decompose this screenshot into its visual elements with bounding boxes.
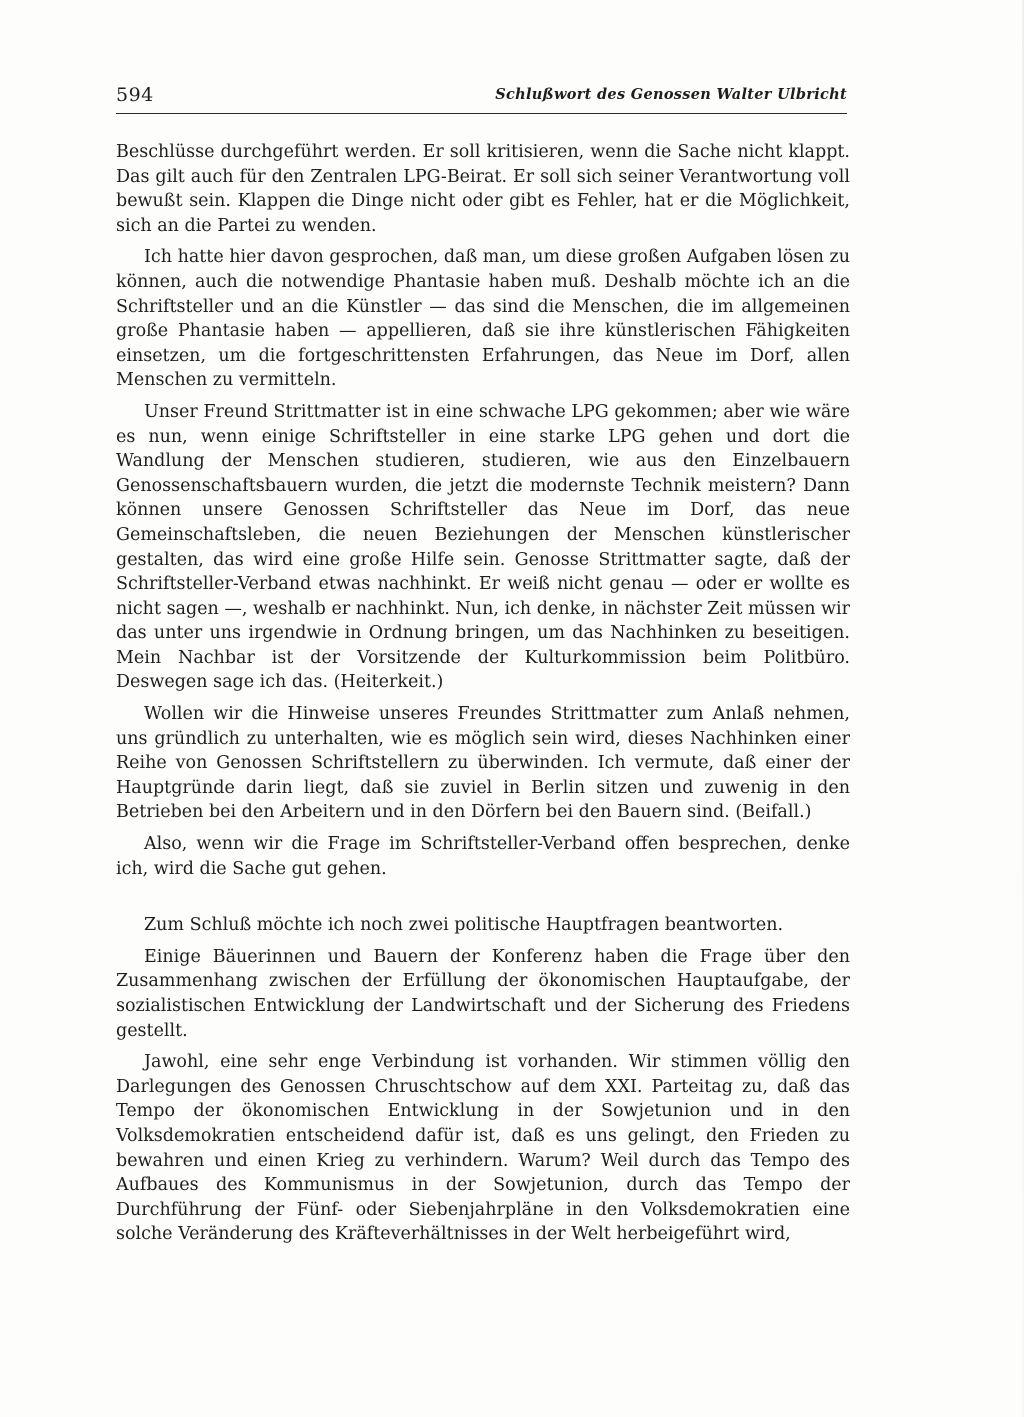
- paragraph: Unser Freund Strittmatter ist in eine schwache LPG gekommen; aber wie wäre es nun, wenn einige Schriftsteller in eine starke LPG gehen und dort die Wandlung der Menschen studieren, studieren, wie aus den Einzelbauern Genossenschaftsbauern wurden, die jetzt die modernste Technik meistern? Dann können unsere Genossen Schriftsteller das Neue im Dorf, das neue Gemeinschaftsleben, die neuen Beziehungen der Menschen künstlerischer gestalten, das wird eine große Hilfe sein. Genosse Strittmatter sagte, daß der Schriftsteller-Verband etwas nachhinkt. Er weiß nicht genau — oder er wollte es nicht sagen —, weshalb er nachhinkt. Nun, ich denke, in nächster Zeit müssen wir das unter uns irgendwie in Ordnung bringen, um das Nachhinken zu beseitigen. Mein Nachbar ist der Vorsitzende der Kulturkommission beim Politbüro. Deswegen sage ich das. (Heiterkeit.): [116, 401, 850, 693]
- running-title: Schlußwort des Genossen Walter Ulbricht: [495, 86, 847, 103]
- page-number: 594: [116, 84, 154, 106]
- paragraph: Beschlüsse durchgeführt werden. Er soll kritisieren, wenn die Sache nicht klappt. Das gilt auch für den Zentralen LPG-Beirat. Er soll sich seiner Verantwortung voll bewußt sein. Klappen die Dinge nicht oder gibt es Fehler, hat er die Möglichkeit, sich an die Partei zu wenden.: [116, 142, 850, 236]
- header-rule: [116, 113, 847, 114]
- paragraph: Ich hatte hier davon gesprochen, daß man, um diese großen Aufgaben lösen zu können, auch die notwendige Phantasie haben muß. Deshalb möchte ich an die Schriftsteller und an die Künstler — das sind die Menschen, die im allgemeinen große Phantasie haben — appellieren, daß sie ihre künstlerischen Fähigkeiten einsetzen, um die fortgeschrittensten Erfahrungen, das Neue im Dorf, allen Menschen zu vermitteln.: [116, 247, 850, 391]
- paragraph: Wollen wir die Hinweise unseres Freundes Strittmatter zum Anlaß nehmen, uns gründlich zu unterhalten, wie es möglich sein wird, dieses Nachhinken einer Reihe von Genossen Schriftstellern zu überwinden. Ich vermute, daß einer der Hauptgründe darin liegt, daß sie zuviel in Berlin sitzen und zuwenig in den Betrieben bei den Arbeitern und in den Dörfern bei den Bauern sind. (Beifall.): [116, 704, 850, 823]
- body-text: [116, 140, 850, 1254]
- page-header: [116, 84, 847, 114]
- paragraph: Also, wenn wir die Frage im Schriftsteller-Verband offen besprechen, denke ich, wird die Sache gut gehen.: [116, 834, 850, 879]
- paragraph: Jawohl, eine sehr enge Verbindung ist vorhanden. Wir stimmen völlig den Darlegungen des Genossen Chruschtschow auf dem XXI. Parteitag zu, daß das Tempo der ökonomischen Entwicklung in der Sowjetunion und in den Volksdemokratien entscheidend dafür ist, daß es uns gelingt, den Frieden zu bewahren und einen Krieg zu verhindern. Warum? Weil durch das Tempo des Aufbaues des Kommunismus in der Sowjetunion, durch das Tempo der Durchführung der Fünf- oder Siebenjahrpläne in den Volksdemokratien eine solche Veränderung des Kräfteverhältnisses in der Welt herbeigeführt wird,: [116, 1052, 850, 1245]
- paragraph: Zum Schluß möchte ich noch zwei politische Hauptfragen beantworten.: [144, 915, 784, 936]
- paragraph: Einige Bäuerinnen und Bauern der Konferenz haben die Frage über den Zusammenhang zwischen der Erfüllung der ökonomischen Hauptaufgabe, der sozialistischen Entwicklung der Landwirtschaft und der Sicherung des Friedens gestellt.: [116, 946, 850, 1041]
